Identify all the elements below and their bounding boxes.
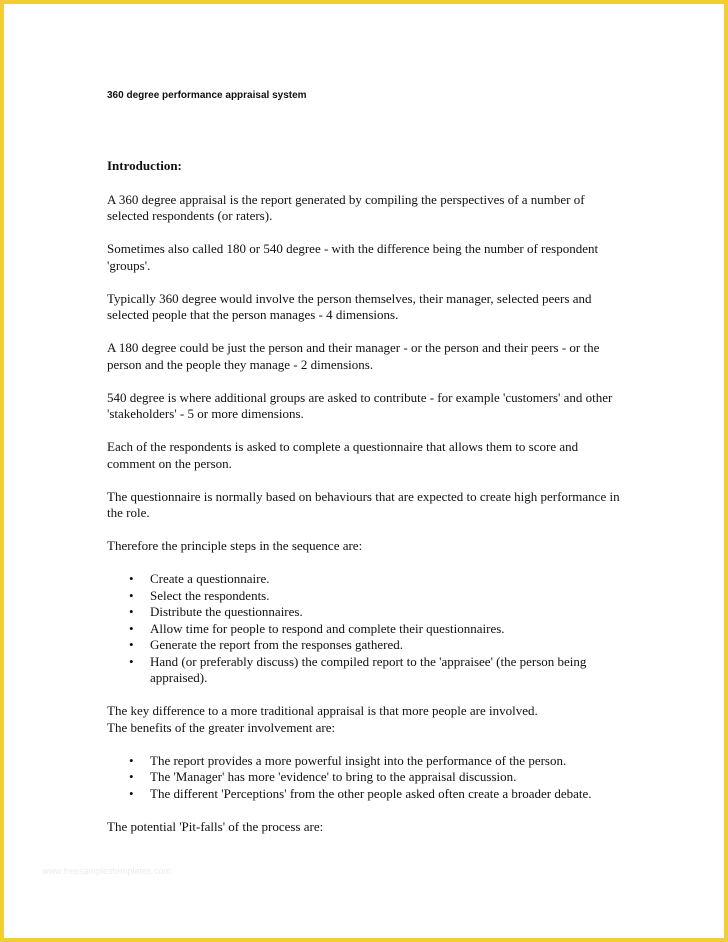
document-title: 360 degree performance appraisal system	[107, 90, 307, 101]
introduction-heading: Introduction:	[107, 158, 182, 173]
bullet-icon: •	[129, 752, 134, 768]
bullet-icon: •	[129, 637, 134, 652]
bullet-icon: •	[129, 653, 134, 669]
bullet-icon: •	[129, 587, 134, 603]
list-item-text: Allow time for people to respond and complete their questionnaires.	[150, 620, 505, 636]
steps-list	[107, 571, 627, 687]
list-item-text: Generate the report from the responses gathered.	[150, 637, 404, 652]
paragraph: 540 degree is where additional groups are asked to contribute - for example 'customers' and other 'stakeholders' - 5 or more dimensions.	[107, 389, 613, 421]
bullet-icon: •	[129, 769, 134, 784]
list-item	[107, 769, 627, 786]
list-item-text: The report provides a more powerful insight into the performance of the person.	[150, 752, 567, 768]
list-item-text: Hand (or preferably discuss) the compiled report to the 'appraisee' (the person being appraised).	[150, 653, 587, 685]
document-body	[107, 158, 627, 852]
list-item	[107, 654, 627, 687]
bullet-icon: •	[129, 571, 134, 586]
document-page	[4, 4, 724, 938]
benefits-intro: The benefits of the greater involvement are:	[107, 719, 336, 735]
paragraph: A 360 degree appraisal is the report generated by compiling the perspectives of a number of selected respondents (or raters).	[107, 191, 585, 223]
list-item	[107, 588, 627, 605]
list-item-text: Distribute the questionnaires.	[150, 604, 303, 619]
difference-paragraph	[107, 703, 627, 736]
list-item-text: The different 'Perceptions' from the other people asked often create a broader debate.	[150, 785, 592, 801]
pitfalls-intro: The potential 'Pit-falls' of the process are:	[107, 818, 324, 834]
paragraph: Sometimes also called 180 or 540 degree - with the difference being the number of respondent 'groups'.	[107, 241, 599, 273]
list-item	[107, 571, 627, 588]
list-item	[107, 621, 627, 638]
paragraph: The questionnaire is normally based on behaviours that are expected to create high performance in the role.	[107, 488, 620, 520]
paragraph: Each of the respondents is asked to complete a questionnaire that allows them to score and comment on the person.	[107, 439, 579, 471]
list-item-text: The 'Manager' has more 'evidence' to bring to the appraisal discussion.	[150, 769, 517, 784]
steps-intro: Therefore the principle steps in the sequence are:	[107, 538, 363, 553]
watermark: www.freesamplestemplates.com	[42, 866, 172, 876]
list-item	[107, 753, 627, 770]
paragraph: A 180 degree could be just the person and their manager - or the person and their peers - or the person and the people they manage - 2 dimensions.	[107, 340, 600, 372]
paragraph: Typically 360 degree would involve the person themselves, their manager, selected peers and selected people that the person manages - 4 dimensions.	[107, 290, 592, 322]
list-item-text: Select the respondents.	[150, 587, 270, 603]
bullet-icon: •	[129, 785, 134, 801]
benefits-list	[107, 753, 627, 803]
difference-line: The key difference to a more traditional appraisal is that more people are involved.	[107, 703, 538, 718]
list-item	[107, 604, 627, 621]
list-item	[107, 786, 627, 803]
list-item	[107, 637, 627, 654]
bullet-icon: •	[129, 604, 134, 619]
bullet-icon: •	[129, 620, 134, 636]
list-item-text: Create a questionnaire.	[150, 571, 270, 586]
